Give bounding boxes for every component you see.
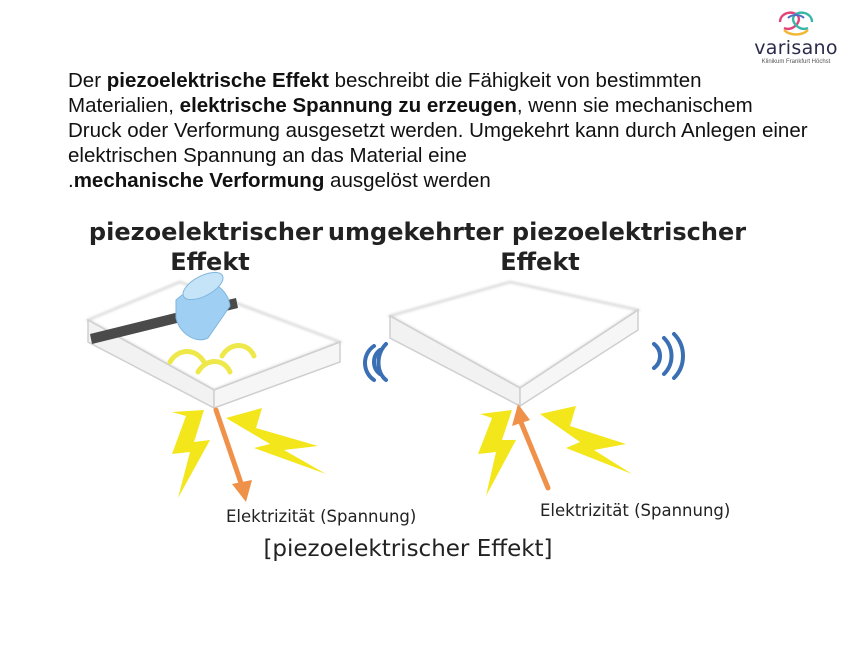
text-segment: . xyxy=(68,169,74,192)
text-segment: , wenn sie mechanischem Druck oder Verformung ausgesetzt werden. Umgekehrt kann durch Anlegen einer elektrischen Spannung an das Material eine xyxy=(68,94,808,167)
right-lightning-icon xyxy=(478,406,632,496)
sound-waves-left-icon xyxy=(374,344,386,380)
text-segment: beschreibt die Fähigkeit von bestimmten Materialien, xyxy=(68,69,702,117)
left-title-line2: Effekt xyxy=(170,248,250,276)
left-title-line1: piezoelektrischer xyxy=(88,218,324,246)
bold-term-voltage: elektrische Spannung zu erzeugen xyxy=(179,94,517,117)
bold-term-piezo-effect: piezoelektrische Effekt xyxy=(106,69,329,92)
bold-term-deformation: mechanische Verformung xyxy=(73,169,325,192)
logo-subtitle: Klinikum Frankfurt Höchst xyxy=(761,59,831,65)
right-piezo-slab xyxy=(390,282,638,406)
left-arrow-label: Elektrizität (Spannung) xyxy=(226,507,417,526)
diagram-caption: [piezoelektrischer Effekt] xyxy=(263,536,553,562)
logo-name: varisano xyxy=(754,37,838,59)
text-segment: ausgelöst werden xyxy=(324,169,491,192)
right-title-line2: Effekt xyxy=(500,248,580,276)
right-title-line1: umgekehrter piezoelektrischer xyxy=(327,218,747,246)
right-electricity-arrow-icon xyxy=(512,404,548,488)
text-segment: Der xyxy=(68,69,107,92)
sound-waves-right-icon xyxy=(654,334,683,378)
right-arrow-label: Elektrizität (Spannung) xyxy=(540,501,731,520)
